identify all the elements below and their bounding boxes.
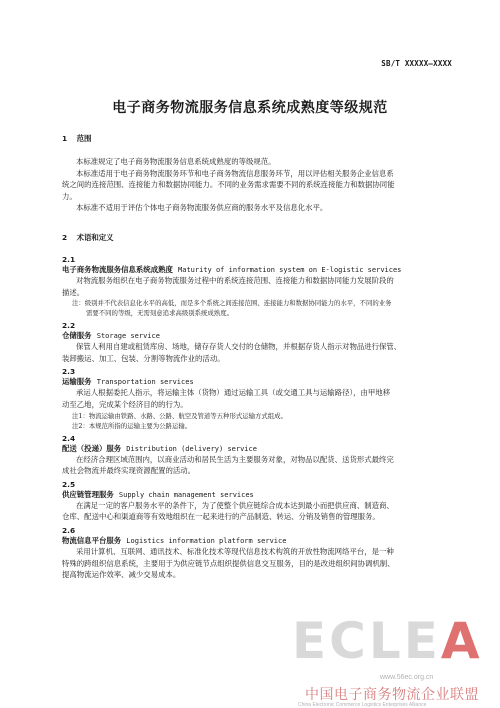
term-name-en: Transportation services	[96, 378, 194, 387]
document-body	[62, 133, 452, 584]
term-name-en: Logistics information platform service	[126, 536, 287, 545]
term-entry	[62, 480, 452, 526]
standard-code: SB/T XXXXX—XXXX	[381, 59, 452, 68]
term-name-cn: 物流信息平台服务	[62, 535, 122, 545]
term-entry	[62, 255, 452, 321]
term-name-cn: 配送（投递）服务	[62, 443, 122, 453]
definition-line: 采用计算机、互联网、通讯技术、标准化技术等现代信息技术构筑的开放性物流网络平台，是一种	[76, 546, 394, 556]
definition-line: 特殊的跨组织信息系统，主要用于为供应链节点组织提供信息交互服务，目的是改进组织间协调机制、	[62, 558, 395, 568]
note-line: 注：级别并不代表信息化水平的高低，而是多个系统之间连接范围、连接能力和数据协同能力的水平，不同的业务	[72, 299, 392, 308]
definition-line: 描述。	[62, 287, 85, 297]
alliance-watermark	[240, 612, 490, 707]
paragraph: 本标准不适用于评估个体电子商务物流服务供应商的服务水平及信息化水平。	[76, 203, 328, 213]
paragraph: 本标准适用于电子商务物流服务环节和电子商务物流信息服务环节，用以评估相关服务企业信息系	[76, 168, 394, 178]
term-name-cn: 供应链管理服务	[62, 489, 114, 499]
terms-list	[62, 255, 452, 584]
section-heading-terms	[62, 232, 452, 243]
term-heading	[62, 330, 452, 341]
term-entry	[62, 367, 452, 433]
definition-line: 提高物流运作效率、减少交易成本。	[62, 570, 181, 580]
term-number: 2.5	[62, 479, 76, 489]
term-number: 2.2	[62, 321, 76, 331]
term-heading	[62, 376, 452, 387]
term-name-en: Supply chain management services	[118, 490, 254, 499]
paragraph-line: 统之间的连接范围、连接能力和数据协同能力。不同的业务需求需要不同的系统连接能力和数据协同能	[62, 180, 395, 190]
definition-line: 承运人根据委托人指示，将运输主体（货物）通过运输工具（或交通工具与运输路径），由甲地移	[76, 388, 391, 398]
term-name-cn: 仓储服务	[62, 331, 92, 341]
term-number: 2.1	[62, 254, 76, 264]
term-name-en: Maturity of information system on E-logistic services	[178, 265, 402, 274]
watermark-logo: ECLEA	[292, 612, 483, 670]
term-name-cn: 电子商务物流服务信息系统成熟度	[62, 264, 173, 274]
definition-line: 对物流服务组织在电子商务物流服务过程中的系统连接范围、连接能力和数据协同能力发展阶段的	[76, 275, 394, 285]
paragraph-line: 力。	[62, 191, 77, 201]
paragraph: 本标准规定了电子商务物流服务信息系统成熟度的等级规范。	[76, 157, 276, 166]
note-line: 需要不同的等级，无需刻意追求高级别系统成熟度。	[86, 309, 233, 318]
definition-line: 保管人利用自建或租赁库房、场地，储存存货人交付的仓储物，并根据存货人指示对物品进行保管、	[76, 342, 402, 352]
term-entry	[62, 526, 452, 584]
term-heading	[62, 489, 452, 500]
definition-line: 成社会物流并最终实现资源配置的活动。	[62, 466, 196, 476]
term-entry	[62, 434, 452, 480]
section-title: 术语和定义	[76, 232, 114, 242]
watermark-en-name: China Electronic Commerce Logistics Enterprises Alliance	[298, 702, 427, 708]
document-title: 电子商务物流服务信息系统成熟度等级规范	[112, 100, 388, 116]
section-number: 2	[62, 232, 68, 242]
definition-line: 动至乙地，完成某个经济目的的行为。	[62, 399, 188, 409]
term-number: 2.4	[62, 433, 76, 443]
term-heading	[62, 264, 452, 275]
note-line: 注1：物流运输由铁路、水路、公路、航空及管道等五种形式运输方式组成。	[72, 411, 287, 420]
note-line: 注2：本规范所指的运输主要为公路运输。	[72, 421, 192, 430]
term-number: 2.3	[62, 367, 76, 377]
term-name-cn: 运输服务	[62, 377, 92, 387]
definition-line: 仓库、配送中心和渠道商等有效地组织在一起来进行的产品制造、转运、分销及销售的管理服务。	[62, 512, 380, 522]
definition-line: 装卸搬运、加工、包装、分割等物流作业的活动。	[62, 353, 225, 363]
term-heading	[62, 535, 452, 546]
term-entry	[62, 321, 452, 367]
watermark-url: www.56ec.org.cn	[380, 674, 434, 681]
section-heading-scope	[62, 133, 452, 144]
term-number: 2.6	[62, 525, 76, 535]
definition-line: 在满足一定的客户服务水平的条件下，为了使整个供应链综合成本达到最小而把供应商、制造商、	[76, 500, 394, 510]
term-name-en: Distribution (delivery) service	[126, 444, 257, 453]
term-heading	[62, 443, 452, 454]
section-number: 1	[62, 134, 68, 143]
definition-line: 在经济合理区域范围内，以商业活动和居民生活为主要服务对象，对物品以配货、送货形式最终完	[76, 454, 394, 464]
term-name-en: Storage service	[96, 332, 160, 341]
watermark-cn-name: 中国电子商务物流企业联盟	[305, 687, 479, 703]
section-title: 范围	[76, 134, 92, 143]
